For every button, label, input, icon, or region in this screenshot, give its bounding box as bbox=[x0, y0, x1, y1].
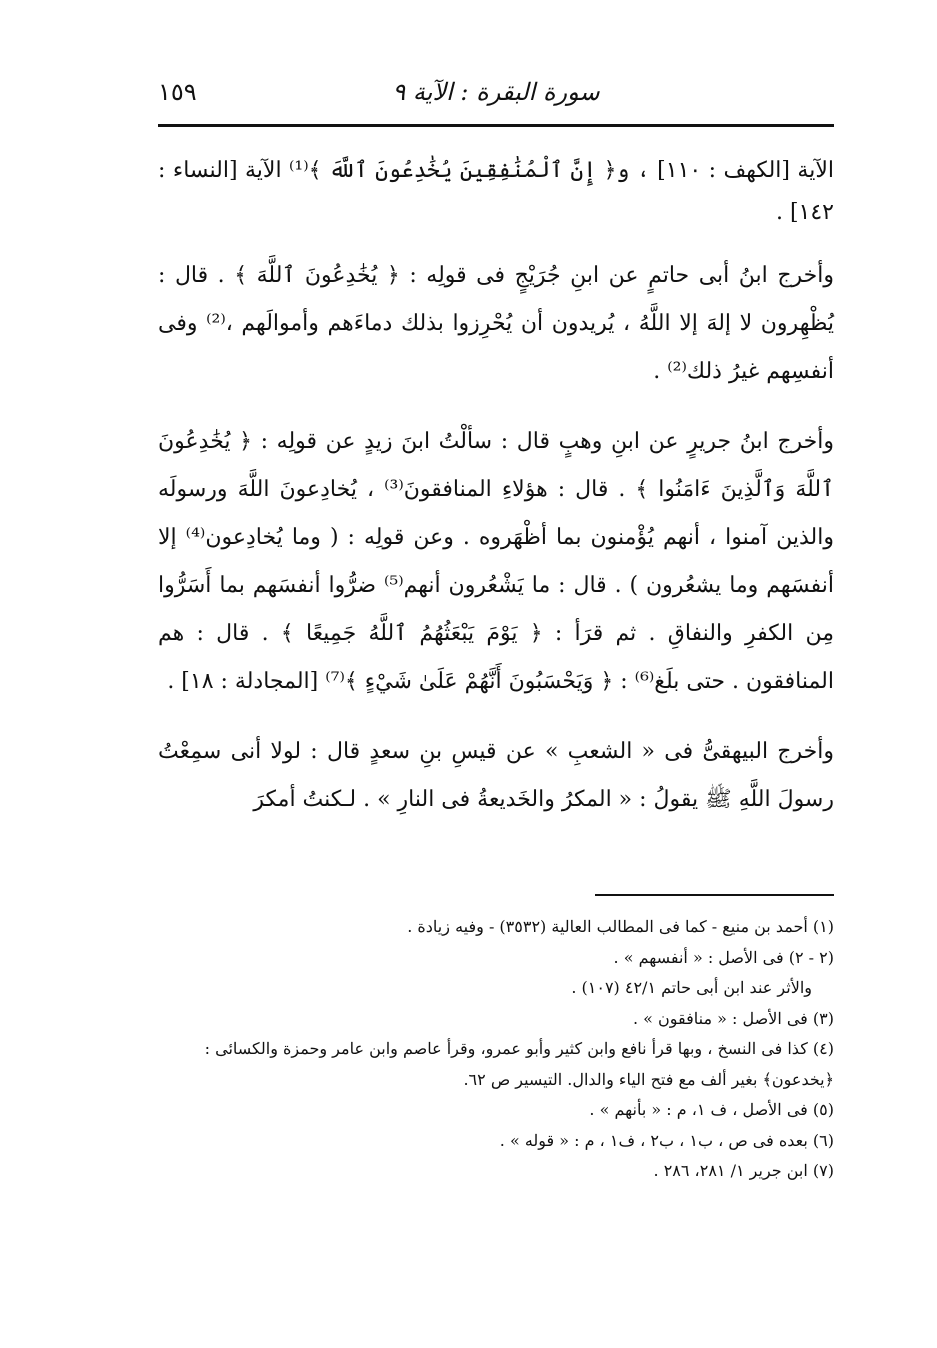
footnote-continuation: والأثر عند ابن أبى حاتم ٤٢/١ (١٠٧) . bbox=[571, 978, 812, 997]
paragraph: وأخرج ابنُ جريرٍ عن ابنِ وهبٍ قال : سألْتُ ابنَ زيدٍ عن قولِه : ﴿ يُخَٰدِعُونَ ٱللَّهَ وَٱلَّذِينَ ءَامَنُوا ﴾ . قال : هؤلاءِ المنافقونَ⁽³⁾ ، يُخادِعونَ اللَّهَ ورسولَه والذين آمنوا ، أنهم يُؤْمنون بما أظْهَروه . وعن قولِه : ( وما يُخادِعون⁽⁴⁾ إلا أنفسَهم وما يشعُرون ) . قال : ما يَشْعُرون أنهم⁽⁵⁾ ضرُّوا أنفسَهم بما أَسَرُّوا مِن الكفرِ والنفاقِ . ثم قرَأ : ﴿ يَوْمَ يَبْعَثُهُمُ ٱللَّهُ جَمِيعًا ﴾ . قال : هم المنافقون . حتى بلَغ⁽⁶⁾ : ﴿ وَيَحْسَبُونَ أَنَّهُمْ عَلَىٰ شَيْءٍ ﴾⁽⁷⁾ [المجادلة : ١٨] . bbox=[158, 429, 834, 694]
footnote: (٥) فى الأصل ، ف ١، م : « بأنهم » . bbox=[589, 1100, 834, 1119]
footnote-rule bbox=[595, 894, 834, 896]
paragraph: وأخرج ابنُ أبى حاتمٍ عن ابنِ جُرَيْجٍ فى قولِه : ﴿ يُخَٰدِعُونَ ٱللَّهَ ﴾ . قال : يُظْهِرون لا إلهَ إلا اللَّهُ ، يُريدون أن يُحْرِزوا بذلك دماءَهم وأموالَهم ،⁽²⁾ وفى أنفسِهم غيرُ ذلك⁽²⁾ . bbox=[158, 263, 835, 384]
footnotes bbox=[158, 912, 834, 1187]
footnote: (٧) ابن جرير ١/ ٢٨١، ٢٨٦ . bbox=[653, 1161, 834, 1180]
footnote: (٤) كذا فى النسخ ، وبها قرأ نافع وابن كثير وأبو عمرو، وقرأ عاصم وابن عامر وحمزة والكسائى : bbox=[204, 1039, 834, 1058]
running-title: سورة البقرة : الآية ٩ bbox=[392, 78, 600, 106]
footnote: (١) أحمد بن منيع - كما فى المطالب العالية (٣٥٣٢) - وفيه زيادة . bbox=[407, 917, 834, 936]
page-number: ١٥٩ bbox=[158, 78, 197, 106]
footnote-continuation: ﴿يخدعون﴾ بغير ألف مع فتح الياء والدال. التيسير ص ٦٢. bbox=[463, 1069, 834, 1089]
footnote: (٣) فى الأصل : « منافقون » . bbox=[632, 1008, 834, 1028]
header-rule bbox=[158, 124, 834, 127]
main-text bbox=[158, 150, 834, 846]
footnote: (٢ - ٢) فى الأصل : « أنفسهم » . bbox=[613, 947, 834, 967]
paragraph: الآية [الكهف : ١١٠] ، و﴿ إِنَّ ٱلْمُنَٰفِقِينَ يُخَٰدِعُونَ ٱللَّهَ ﴾⁽¹⁾ الآية [النساء : ١٤٢] . bbox=[158, 158, 834, 225]
footnote: (٦) بعده فى ص ، ب١ ، ب٢ ، ف١ ، م : « قوله » . bbox=[499, 1130, 834, 1150]
page-header bbox=[158, 78, 834, 118]
paragraph: وأخرج البيهقىُّ فى « الشعبِ » عن قيسِ بنِ سعدٍ قال : لولا أنى سمِعْتُ رسولَ اللَّهِ ﷺ يقولُ : « المكرُ والخَديعةُ فى النارِ » . لـكنتُ أمكرَ bbox=[158, 739, 834, 812]
